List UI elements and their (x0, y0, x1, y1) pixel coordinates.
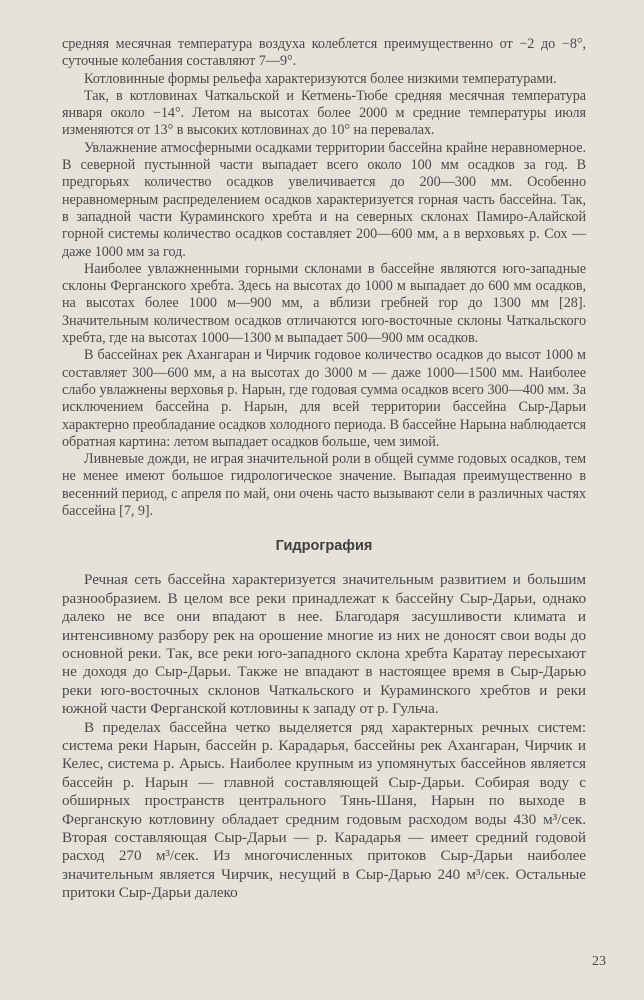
text-column (62, 36, 586, 903)
paragraph: Увлажнение атмосферными осадками территории бассейна крайне неравномерное. В северной пустынной части выпадает всего около 100 мм осадков за год. В предгорьях количество осадков увеличивается до 200—300 мм. Особенно неравномерным распределением осадков характеризуется горная часть бассейна. Так, в западной части Кураминского хребта и на северных склонах Памиро-Алайской горной системы количество осадков составляет 200—600 мм, а в верховьях р. Сох — даже 1000 мм за год. (62, 139, 586, 260)
paragraph: В пределах бассейна четко выделяется ряд характерных речных систем: система реки Нарын, бассейн р. Карадарья, бассейны рек Ахангаран, Чирчик и Келес, система р. Арысь. Наиболее крупным из упомянутых бассейнов является бассейн р. Нарын — главной составляющей Сыр-Дарьи. Собирая воду с обширных пространств центрального Тянь-Шаня, Нарын по выходе в Ферганскую котловину обладает средним годовым расходом воды 430 м³/сек. Вторая составляющая Сыр-Дарьи — р. Карадарья — имеет средний годовой расход 270 м³/сек. Из многочисленных притоков Сыр-Дарьи наиболее значительным является Чирчик, несущий в Сыр-Дарью 240 м³/сек. Остальные притоки Сыр-Дарьи далеко (62, 718, 586, 902)
paragraph: Речная сеть бассейна характеризуется значительным развитием и большим разнообразием. В целом все реки принадлежат к бассейну Сыр-Дарьи, однако далеко не все они впадают в нее. Благодаря засушливости климата и интенсивному разбору рек на орошение многие из них не доносят свои воды до основной реки. Так, все реки юго-западного склона хребта Каратау пересыхают не доходя до Сыр-Дарьи. Также не впадают в настоящее время в Сыр-Дарью реки юго-восточных склонов Чаткальского и Кураминского хребтов и реки южной части Ферганской котловины к западу от р. Гульча. (62, 571, 586, 718)
paragraph: Котловинные формы рельефа характеризуются более низкими температурами. (84, 70, 557, 87)
paragraph: Наиболее увлажненными горными склонами в бассейне являются юго-западные склоны Ферганского хребта. Здесь на высотах до 1000 м выпадает до 600 мм осадков, на высотах более 1000 м—900 мм, а вблизи гребней гор до 1300 мм [28]. Значительным количеством осадков отличаются юго-восточные склоны Чаткальского хребта, где на высотах 1000—1300 м выпадает 500—900 мм осадков. (62, 260, 586, 347)
section-heading: Гидрография (275, 538, 373, 555)
paragraph: Ливневые дожди, не играя значительной роли в общей сумме годовых осадков, тем не менее имеют большое гидрологическое значение. Выпадая преимущественно в весенний период, с апреля по май, они очень часто вызывают сели в различных частях бассейна [7, 9]. (62, 451, 586, 520)
page-number: 23 (592, 954, 606, 969)
paragraph: В бассейнах рек Ахангаран и Чирчик годовое количество осадков до высот 1000 м составляет 300—600 мм, а на высотах до 3000 м — даже 1000—1500 мм. Наиболее слабо увлажнены верховья р. Нарын, где годовая сумма осадков всего 300—400 мм. За исключением бассейна р. Нарын, для всей территории бассейна Сыр-Дарьи характерно преобладание осадков холодного периода. В бассейне Нарына наблюдается обратная картина: летом выпадает осадков больше, чем зимой. (62, 347, 586, 450)
paragraph: Так, в котловинах Чаткальской и Кетмень-Тюбе средняя месячная температура января около −14°. Летом на высотах более 2000 м средние температуры июля изменяются от 13° в высоких котловинах до 10° на перевалах. (62, 87, 586, 139)
paragraph-continued: средняя месячная температура воздуха колеблется преимущественно от −2 до −8°, суточные колебания составляют 7—9°. (62, 36, 586, 70)
